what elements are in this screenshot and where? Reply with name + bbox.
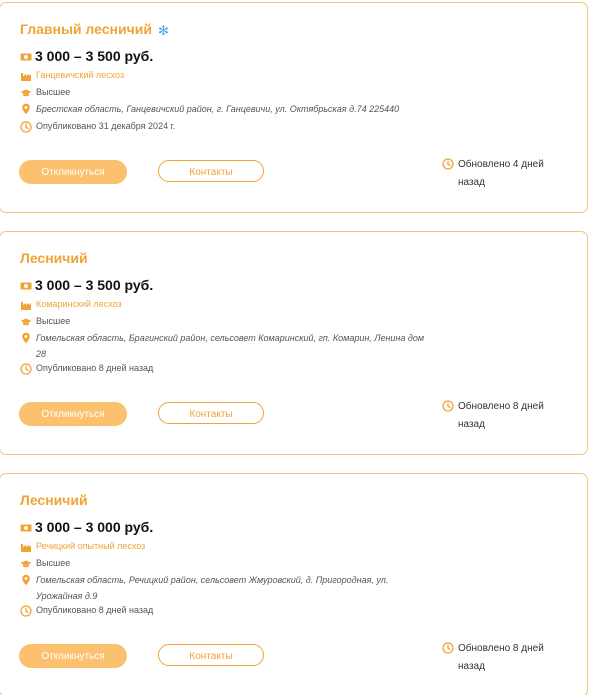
company-link[interactable]: Речицкий опытный лесхоз bbox=[36, 541, 146, 551]
address-row bbox=[20, 572, 428, 604]
address: Гомельская область, Брагинский район, сельсовет Комаринский, гп. Комарин, Ленина дом 28 bbox=[36, 333, 425, 359]
salary-row bbox=[20, 520, 153, 535]
money-icon bbox=[20, 51, 32, 63]
snowflake-icon: ✻ bbox=[157, 23, 169, 38]
contacts-button[interactable]: Контакты bbox=[158, 160, 264, 182]
company-row bbox=[20, 298, 122, 311]
factory-icon bbox=[20, 70, 32, 82]
education: Высшее bbox=[36, 558, 71, 568]
address: Гомельская область, Речицкий район, сельсовет Жмуровский, д. Пригородная, ул. Урожайная д.9 bbox=[36, 575, 389, 601]
money-icon bbox=[20, 280, 32, 292]
education-row bbox=[20, 86, 70, 99]
clock-icon bbox=[442, 158, 454, 170]
education: Высшее bbox=[36, 87, 71, 97]
company-link[interactable]: Комаринский лесхоз bbox=[36, 299, 122, 309]
vacancy-title-text[interactable]: Лесничий bbox=[20, 492, 88, 508]
published-row bbox=[20, 604, 153, 617]
company-row bbox=[20, 540, 145, 553]
vacancy-card bbox=[0, 2, 588, 213]
vacancy-title-text[interactable]: Лесничий bbox=[20, 250, 88, 266]
published-date: Опубликовано 8 дней назад bbox=[36, 605, 154, 615]
updated-text: Обновлено 8 дней назад bbox=[458, 643, 544, 672]
education-row bbox=[20, 557, 70, 570]
updated-text: Обновлено 4 дней назад bbox=[458, 159, 544, 188]
education-row bbox=[20, 315, 70, 328]
salary-row bbox=[20, 278, 153, 293]
company-row bbox=[20, 69, 124, 82]
vacancy-title[interactable] bbox=[20, 21, 169, 39]
graduation-cap-icon bbox=[20, 558, 32, 570]
location-pin-icon bbox=[20, 332, 32, 344]
published-row bbox=[20, 362, 153, 375]
salary-row bbox=[20, 49, 153, 64]
updated-text: Обновлено 8 дней назад bbox=[458, 401, 544, 430]
updated-info bbox=[442, 640, 558, 676]
contacts-button[interactable]: Контакты bbox=[158, 402, 264, 424]
company-link[interactable]: Ганцевичский лесхоз bbox=[36, 70, 125, 80]
graduation-cap-icon bbox=[20, 316, 32, 328]
clock-icon bbox=[20, 121, 32, 133]
published-date: Опубликовано 8 дней назад bbox=[36, 363, 154, 373]
clock-icon bbox=[442, 642, 454, 654]
vacancy-card bbox=[0, 473, 588, 695]
apply-button[interactable]: Откликнуться bbox=[19, 160, 127, 184]
salary: 3 000 – 3 500 руб. bbox=[35, 48, 154, 64]
vacancy-title[interactable] bbox=[20, 492, 88, 508]
apply-button[interactable]: Откликнуться bbox=[19, 402, 127, 426]
location-pin-icon bbox=[20, 574, 32, 586]
published-date: Опубликовано 31 декабря 2024 г. bbox=[36, 121, 176, 131]
graduation-cap-icon bbox=[20, 87, 32, 99]
salary: 3 000 – 3 500 руб. bbox=[35, 277, 154, 293]
updated-info bbox=[442, 398, 558, 434]
factory-icon bbox=[20, 299, 32, 311]
clock-icon bbox=[20, 363, 32, 375]
clock-icon bbox=[442, 400, 454, 412]
address: Брестская область, Ганцевичский район, г. Ганцевичи, ул. Октябрьская д.74 225440 bbox=[36, 104, 400, 114]
contacts-button[interactable]: Контакты bbox=[158, 644, 264, 666]
address-row bbox=[20, 330, 428, 362]
factory-icon bbox=[20, 541, 32, 553]
vacancy-card bbox=[0, 231, 588, 455]
vacancy-title-text[interactable]: Главный лесничий bbox=[20, 21, 152, 37]
money-icon bbox=[20, 522, 32, 534]
education: Высшее bbox=[36, 316, 71, 326]
vacancy-title[interactable] bbox=[20, 250, 88, 266]
location-pin-icon bbox=[20, 103, 32, 115]
apply-button[interactable]: Откликнуться bbox=[19, 644, 127, 668]
salary: 3 000 – 3 000 руб. bbox=[35, 519, 154, 535]
address-row bbox=[20, 101, 428, 117]
clock-icon bbox=[20, 605, 32, 617]
updated-info bbox=[442, 156, 558, 192]
published-row bbox=[20, 120, 175, 133]
